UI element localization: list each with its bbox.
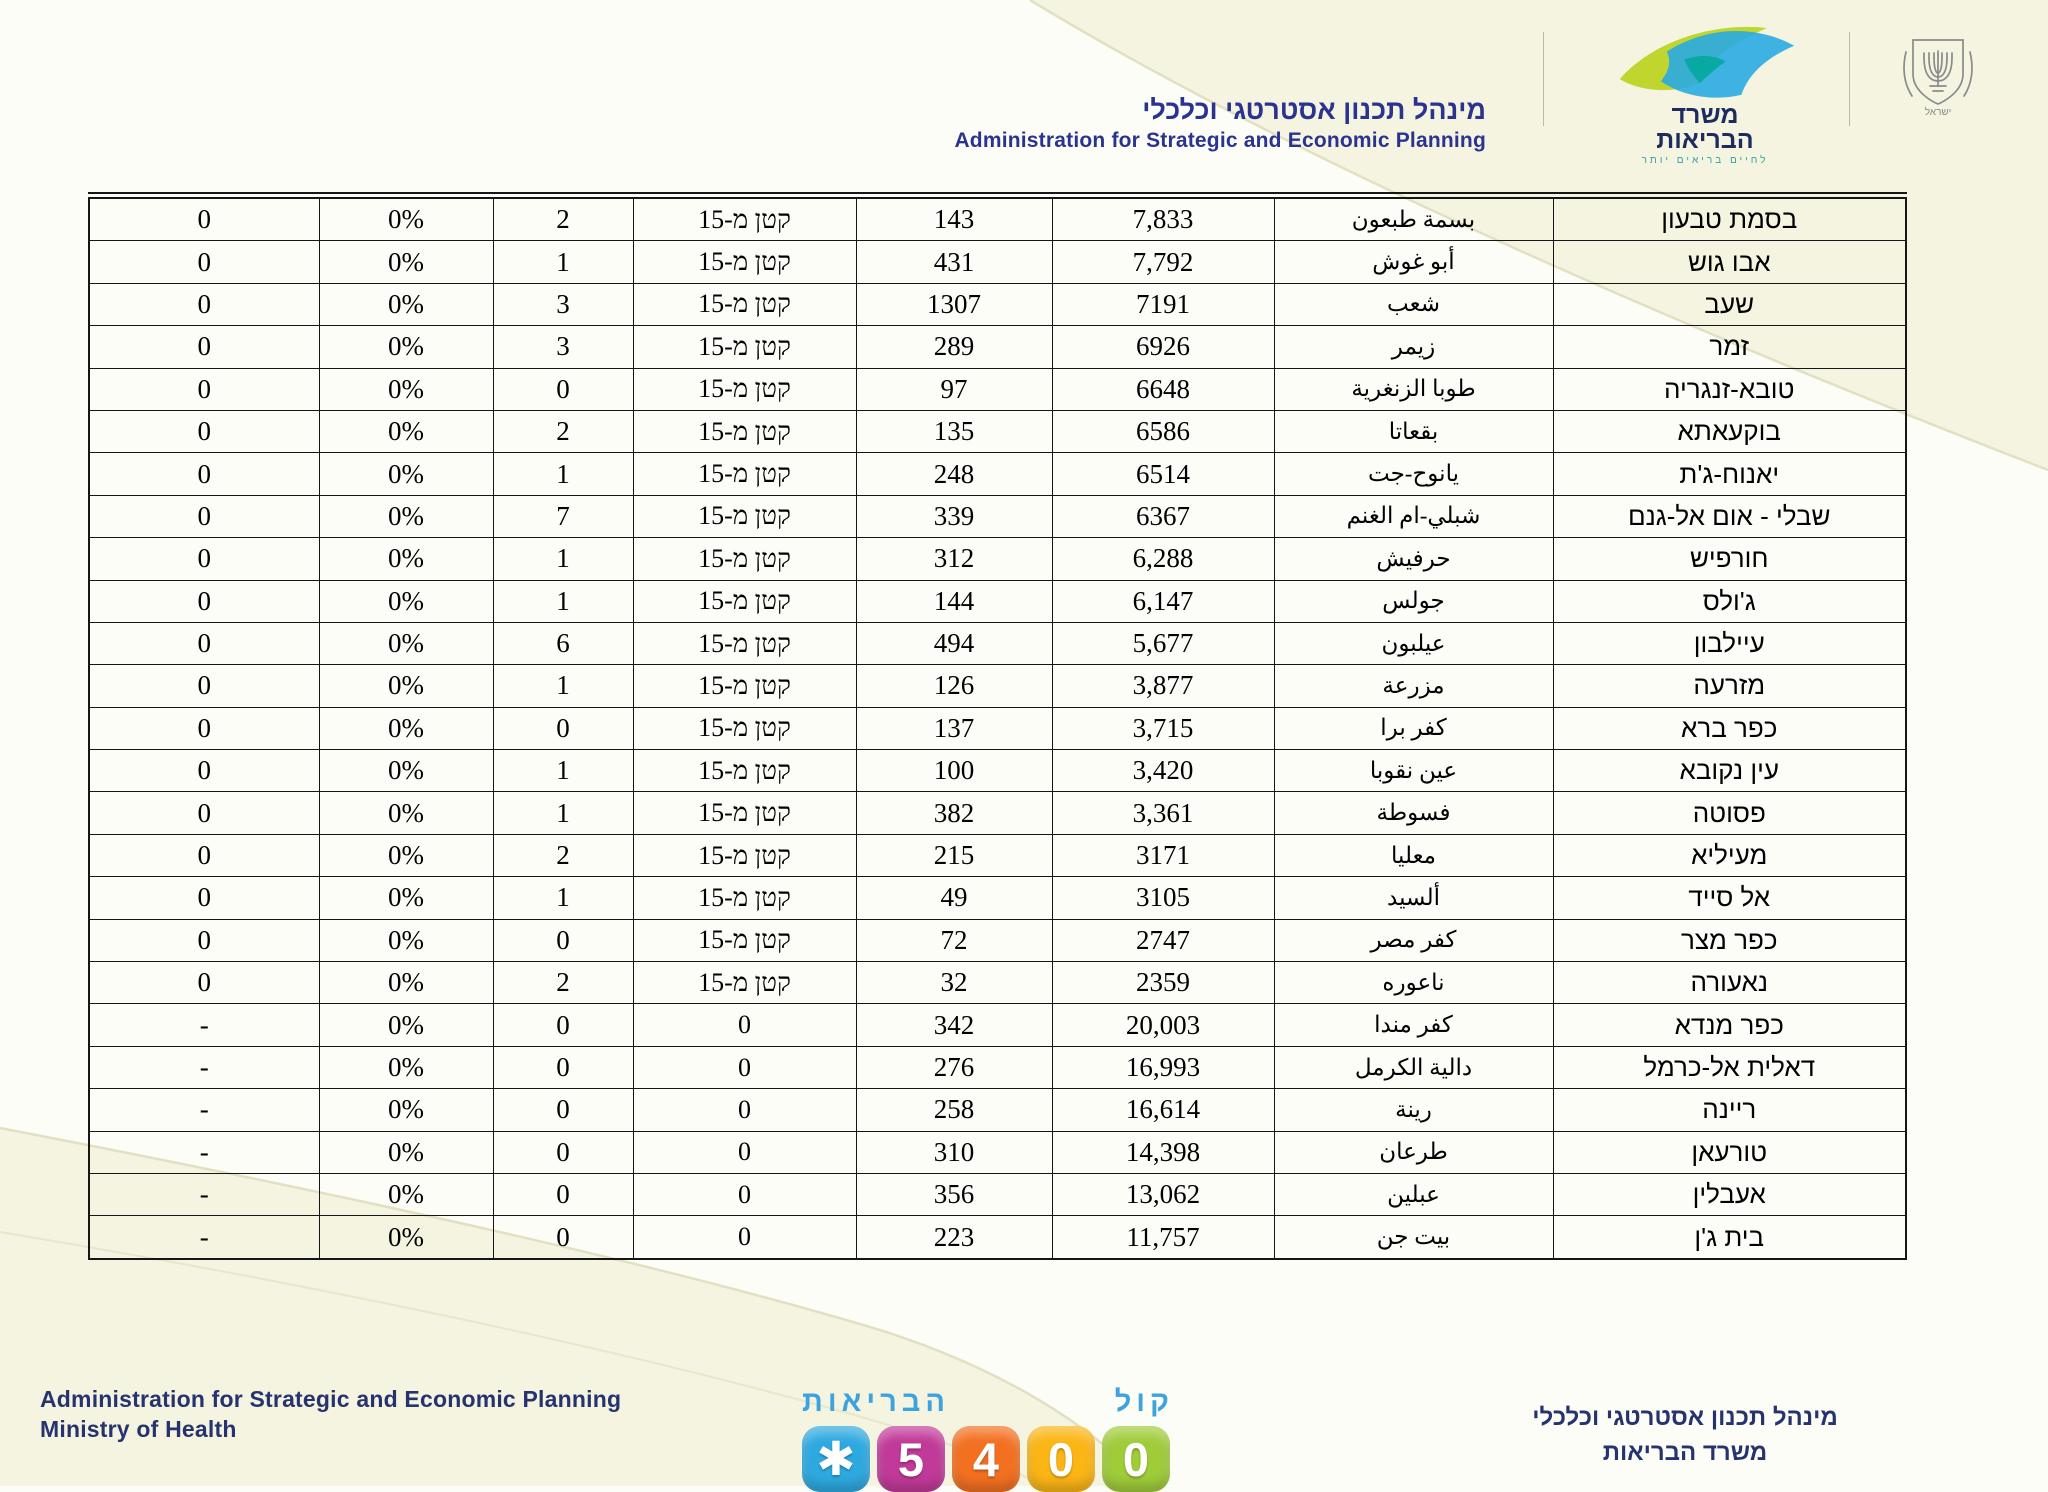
cell-count: 0 bbox=[493, 1131, 633, 1173]
cell-percent: 0% bbox=[319, 1004, 493, 1046]
cell-percent: 0% bbox=[319, 326, 493, 368]
cell-sample-number: 144 bbox=[856, 580, 1052, 622]
cell-count: 0 bbox=[493, 368, 633, 410]
cell-locality-hebrew: כפר מנדא bbox=[1553, 1004, 1906, 1046]
cell-locality-arabic: طوبا الزنغرية bbox=[1274, 368, 1553, 410]
hotline-digit: 0 bbox=[1102, 1426, 1170, 1492]
cell-locality-hebrew: פסוטה bbox=[1553, 792, 1906, 834]
cell-population: 6,147 bbox=[1052, 580, 1274, 622]
cell-sample-number: 342 bbox=[856, 1004, 1052, 1046]
cell-size-category: קטן מ-15 bbox=[633, 877, 856, 919]
cell-population: 6648 bbox=[1052, 368, 1274, 410]
cell-locality-hebrew: עין נקובא bbox=[1553, 750, 1906, 792]
cell-locality-arabic: بيت جن bbox=[1274, 1216, 1553, 1259]
cell-dash-or-zero: - bbox=[89, 1004, 319, 1046]
cell-size-category: 0 bbox=[633, 1131, 856, 1173]
header-department-english: Administration for Strategic and Economic Planning bbox=[954, 128, 1486, 152]
cell-locality-hebrew: בוקעאתא bbox=[1553, 410, 1906, 452]
cell-population: 7,792 bbox=[1052, 241, 1274, 283]
cell-dash-or-zero: - bbox=[89, 1173, 319, 1215]
cell-count: 3 bbox=[493, 326, 633, 368]
cell-sample-number: 126 bbox=[856, 665, 1052, 707]
cell-locality-hebrew: בסמת טבעון bbox=[1553, 198, 1906, 241]
cell-dash-or-zero: 0 bbox=[89, 453, 319, 495]
table-row bbox=[89, 792, 1906, 834]
cell-sample-number: 248 bbox=[856, 453, 1052, 495]
cell-locality-arabic: مزرعة bbox=[1274, 665, 1553, 707]
cell-population: 2747 bbox=[1052, 919, 1274, 961]
cell-percent: 0% bbox=[319, 877, 493, 919]
cell-locality-arabic: ناعوره bbox=[1274, 962, 1553, 1004]
cell-locality-arabic: عيلبون bbox=[1274, 622, 1553, 664]
cell-locality-hebrew: ריינה bbox=[1553, 1089, 1906, 1131]
cell-percent: 0% bbox=[319, 538, 493, 580]
cell-dash-or-zero: 0 bbox=[89, 538, 319, 580]
cell-count: 1 bbox=[493, 538, 633, 580]
cell-locality-arabic: بقعاتا bbox=[1274, 410, 1553, 452]
cell-sample-number: 494 bbox=[856, 622, 1052, 664]
cell-dash-or-zero: 0 bbox=[89, 283, 319, 325]
cell-percent: 0% bbox=[319, 1216, 493, 1259]
cell-locality-hebrew: אעבלין bbox=[1553, 1173, 1906, 1215]
footer-left-line2: Ministry of Health bbox=[40, 1416, 237, 1442]
moh-logo-tagline: לחיים בריאים יותר bbox=[1641, 155, 1769, 166]
moh-logo-line1: משרד bbox=[1671, 101, 1739, 129]
cell-count: 1 bbox=[493, 241, 633, 283]
cell-percent: 0% bbox=[319, 495, 493, 537]
cell-sample-number: 382 bbox=[856, 792, 1052, 834]
cell-percent: 0% bbox=[319, 410, 493, 452]
cell-sample-number: 356 bbox=[856, 1173, 1052, 1215]
table-row bbox=[89, 665, 1906, 707]
cell-dash-or-zero: - bbox=[89, 1216, 319, 1259]
table-row bbox=[89, 580, 1906, 622]
kol-habriut-title bbox=[802, 1386, 1174, 1419]
cell-dash-or-zero: 0 bbox=[89, 622, 319, 664]
cell-population: 5,677 bbox=[1052, 622, 1274, 664]
hotline-digit: 5 bbox=[877, 1426, 945, 1492]
table-row bbox=[89, 1173, 1906, 1215]
cell-dash-or-zero: 0 bbox=[89, 410, 319, 452]
table-row bbox=[89, 622, 1906, 664]
cell-locality-arabic: ألسيد bbox=[1274, 877, 1553, 919]
cell-percent: 0% bbox=[319, 665, 493, 707]
table-row bbox=[89, 241, 1906, 283]
cell-locality-hebrew: בית ג'ן bbox=[1553, 1216, 1906, 1259]
cell-locality-arabic: بسمة طبعون bbox=[1274, 198, 1553, 241]
table-row bbox=[89, 877, 1906, 919]
cell-locality-arabic: شبلي-ام الغنم bbox=[1274, 495, 1553, 537]
cell-population: 3,361 bbox=[1052, 792, 1274, 834]
cell-locality-arabic: كفر برا bbox=[1274, 707, 1553, 749]
cell-size-category: קטן מ-15 bbox=[633, 495, 856, 537]
cell-percent: 0% bbox=[319, 453, 493, 495]
cell-count: 3 bbox=[493, 283, 633, 325]
cell-size-category: קטן מ-15 bbox=[633, 326, 856, 368]
cell-count: 2 bbox=[493, 198, 633, 241]
cell-population: 11,757 bbox=[1052, 1216, 1274, 1259]
cell-locality-arabic: دالية الكرمل bbox=[1274, 1046, 1553, 1088]
cell-size-category: 0 bbox=[633, 1004, 856, 1046]
kol-habriut-title-word: הבריאות bbox=[802, 1386, 950, 1418]
cell-size-category: קטן מ-15 bbox=[633, 198, 856, 241]
cell-locality-hebrew: זמר bbox=[1553, 326, 1906, 368]
cell-dash-or-zero: - bbox=[89, 1046, 319, 1088]
cell-size-category: 0 bbox=[633, 1089, 856, 1131]
cell-locality-hebrew: אל סייד bbox=[1553, 877, 1906, 919]
cell-count: 0 bbox=[493, 707, 633, 749]
cell-percent: 0% bbox=[319, 962, 493, 1004]
table-row bbox=[89, 283, 1906, 325]
cell-sample-number: 339 bbox=[856, 495, 1052, 537]
cell-dash-or-zero: 0 bbox=[89, 750, 319, 792]
table-row bbox=[89, 919, 1906, 961]
hotline-digit: 4 bbox=[952, 1426, 1020, 1492]
cell-locality-hebrew: שעב bbox=[1553, 283, 1906, 325]
cell-locality-arabic: رينة bbox=[1274, 1089, 1553, 1131]
cell-count: 0 bbox=[493, 1046, 633, 1088]
cell-locality-hebrew: כפר ברא bbox=[1553, 707, 1906, 749]
cell-population: 2359 bbox=[1052, 962, 1274, 1004]
cell-count: 1 bbox=[493, 580, 633, 622]
cell-locality-hebrew: טובא-זנגריה bbox=[1553, 368, 1906, 410]
footer-right-line2: משרד הבריאות bbox=[1602, 1439, 1768, 1466]
emblem-label: ישראל bbox=[1924, 107, 1952, 118]
hotline-digits bbox=[802, 1426, 1174, 1492]
cell-population: 3171 bbox=[1052, 834, 1274, 876]
cell-locality-hebrew: דאלית אל-כרמל bbox=[1553, 1046, 1906, 1088]
header-department-title bbox=[954, 96, 1486, 152]
cell-size-category: קטן מ-15 bbox=[633, 410, 856, 452]
table-row bbox=[89, 368, 1906, 410]
cell-locality-hebrew: שבלי - אום אל-גנם bbox=[1553, 495, 1906, 537]
cell-size-category: 0 bbox=[633, 1216, 856, 1259]
cell-dash-or-zero: 0 bbox=[89, 580, 319, 622]
cell-locality-hebrew: נאעורה bbox=[1553, 962, 1906, 1004]
cell-locality-hebrew: ג'ולס bbox=[1553, 580, 1906, 622]
cell-size-category: קטן מ-15 bbox=[633, 919, 856, 961]
cell-sample-number: 310 bbox=[856, 1131, 1052, 1173]
cell-population: 7,833 bbox=[1052, 198, 1274, 241]
cell-dash-or-zero: 0 bbox=[89, 241, 319, 283]
cell-locality-arabic: أبو غوش bbox=[1274, 241, 1553, 283]
cell-population: 3,877 bbox=[1052, 665, 1274, 707]
localities-table bbox=[88, 192, 1907, 1260]
cell-size-category: 0 bbox=[633, 1173, 856, 1215]
cell-sample-number: 289 bbox=[856, 326, 1052, 368]
cell-count: 0 bbox=[493, 1216, 633, 1259]
cell-locality-arabic: عين نقوبا bbox=[1274, 750, 1553, 792]
cell-count: 1 bbox=[493, 665, 633, 707]
cell-percent: 0% bbox=[319, 1173, 493, 1215]
cell-sample-number: 137 bbox=[856, 707, 1052, 749]
cell-population: 3105 bbox=[1052, 877, 1274, 919]
moh-logo-line2: הבריאות bbox=[1656, 126, 1754, 154]
cell-locality-arabic: معليا bbox=[1274, 834, 1553, 876]
cell-percent: 0% bbox=[319, 580, 493, 622]
footer-right-line1: מינהל תכנון אסטרטגי וכלכלי bbox=[1532, 1404, 1838, 1431]
cell-sample-number: 215 bbox=[856, 834, 1052, 876]
table-row bbox=[89, 538, 1906, 580]
localities-table-body bbox=[89, 198, 1906, 1259]
ministry-of-health-logo bbox=[1598, 18, 1812, 166]
cell-population: 6,288 bbox=[1052, 538, 1274, 580]
cell-population: 6926 bbox=[1052, 326, 1274, 368]
table-row bbox=[89, 1089, 1906, 1131]
cell-percent: 0% bbox=[319, 792, 493, 834]
hotline-digit: ✱ bbox=[802, 1426, 870, 1492]
cell-size-category: קטן מ-15 bbox=[633, 453, 856, 495]
cell-population: 6367 bbox=[1052, 495, 1274, 537]
cell-dash-or-zero: 0 bbox=[89, 665, 319, 707]
cell-sample-number: 135 bbox=[856, 410, 1052, 452]
table-row bbox=[89, 962, 1906, 1004]
cell-count: 0 bbox=[493, 1089, 633, 1131]
cell-sample-number: 72 bbox=[856, 919, 1052, 961]
moh-star-icon bbox=[1602, 18, 1808, 102]
cell-locality-hebrew: כפר מצר bbox=[1553, 919, 1906, 961]
cell-size-category: קטן מ-15 bbox=[633, 580, 856, 622]
cell-population: 3,715 bbox=[1052, 707, 1274, 749]
cell-sample-number: 49 bbox=[856, 877, 1052, 919]
cell-dash-or-zero: - bbox=[89, 1131, 319, 1173]
cell-size-category: קטן מ-15 bbox=[633, 962, 856, 1004]
cell-percent: 0% bbox=[319, 283, 493, 325]
table-row bbox=[89, 1046, 1906, 1088]
cell-percent: 0% bbox=[319, 622, 493, 664]
table-row bbox=[89, 326, 1906, 368]
cell-locality-arabic: حرفيش bbox=[1274, 538, 1553, 580]
cell-count: 1 bbox=[493, 750, 633, 792]
cell-count: 1 bbox=[493, 792, 633, 834]
cell-locality-arabic: كفر مندا bbox=[1274, 1004, 1553, 1046]
table-row bbox=[89, 410, 1906, 452]
cell-sample-number: 97 bbox=[856, 368, 1052, 410]
cell-sample-number: 143 bbox=[856, 198, 1052, 241]
cell-dash-or-zero: 0 bbox=[89, 707, 319, 749]
cell-dash-or-zero: 0 bbox=[89, 877, 319, 919]
menorah-emblem-icon bbox=[1892, 34, 1984, 118]
cell-population: 7191 bbox=[1052, 283, 1274, 325]
israel-state-emblem bbox=[1892, 34, 1984, 123]
cell-locality-hebrew: אבו גוש bbox=[1553, 241, 1906, 283]
cell-population: 3,420 bbox=[1052, 750, 1274, 792]
table-row bbox=[89, 1004, 1906, 1046]
cell-population: 6586 bbox=[1052, 410, 1274, 452]
cell-size-category: 0 bbox=[633, 1046, 856, 1088]
cell-size-category: קטן מ-15 bbox=[633, 622, 856, 664]
cell-locality-hebrew: עיילבון bbox=[1553, 622, 1906, 664]
cell-size-category: קטן מ-15 bbox=[633, 538, 856, 580]
cell-population: 16,614 bbox=[1052, 1089, 1274, 1131]
cell-dash-or-zero: 0 bbox=[89, 368, 319, 410]
cell-dash-or-zero: 0 bbox=[89, 495, 319, 537]
cell-percent: 0% bbox=[319, 707, 493, 749]
cell-sample-number: 100 bbox=[856, 750, 1052, 792]
cell-count: 0 bbox=[493, 919, 633, 961]
cell-size-category: קטן מ-15 bbox=[633, 792, 856, 834]
table-row bbox=[89, 495, 1906, 537]
cell-sample-number: 258 bbox=[856, 1089, 1052, 1131]
table-row bbox=[89, 453, 1906, 495]
cell-locality-hebrew: מזרעה bbox=[1553, 665, 1906, 707]
cell-count: 7 bbox=[493, 495, 633, 537]
cell-locality-hebrew: מעיליא bbox=[1553, 834, 1906, 876]
cell-sample-number: 431 bbox=[856, 241, 1052, 283]
header-divider-right bbox=[1849, 32, 1850, 126]
cell-percent: 0% bbox=[319, 1089, 493, 1131]
cell-dash-or-zero: 0 bbox=[89, 834, 319, 876]
kol-habriut-hotline-logo bbox=[802, 1386, 1174, 1492]
cell-count: 1 bbox=[493, 877, 633, 919]
cell-percent: 0% bbox=[319, 919, 493, 961]
cell-locality-arabic: زيمر bbox=[1274, 326, 1553, 368]
cell-size-category: קטן מ-15 bbox=[633, 241, 856, 283]
cell-locality-arabic: عبلين bbox=[1274, 1173, 1553, 1215]
cell-sample-number: 276 bbox=[856, 1046, 1052, 1088]
cell-locality-arabic: فسوطة bbox=[1274, 792, 1553, 834]
cell-dash-or-zero: 0 bbox=[89, 326, 319, 368]
header-divider-left bbox=[1543, 32, 1544, 126]
footer-left-block bbox=[40, 1384, 621, 1444]
cell-percent: 0% bbox=[319, 1046, 493, 1088]
table-row bbox=[89, 834, 1906, 876]
cell-percent: 0% bbox=[319, 1131, 493, 1173]
cell-sample-number: 223 bbox=[856, 1216, 1052, 1259]
moh-logo-text bbox=[1598, 103, 1812, 153]
cell-population: 14,398 bbox=[1052, 1131, 1274, 1173]
cell-dash-or-zero: 0 bbox=[89, 198, 319, 241]
cell-size-category: קטן מ-15 bbox=[633, 665, 856, 707]
cell-sample-number: 312 bbox=[856, 538, 1052, 580]
cell-locality-arabic: يانوح-جت bbox=[1274, 453, 1553, 495]
cell-count: 0 bbox=[493, 1173, 633, 1215]
cell-population: 6514 bbox=[1052, 453, 1274, 495]
cell-size-category: קטן מ-15 bbox=[633, 368, 856, 410]
cell-count: 2 bbox=[493, 834, 633, 876]
cell-dash-or-zero: 0 bbox=[89, 962, 319, 1004]
cell-count: 6 bbox=[493, 622, 633, 664]
header-department-hebrew: מינהל תכנון אסטרטגי וכלכלי bbox=[1142, 95, 1486, 125]
cell-population: 13,062 bbox=[1052, 1173, 1274, 1215]
cell-dash-or-zero: 0 bbox=[89, 919, 319, 961]
cell-percent: 0% bbox=[319, 368, 493, 410]
table-row bbox=[89, 707, 1906, 749]
cell-sample-number: 32 bbox=[856, 962, 1052, 1004]
cell-locality-hebrew: טורעאן bbox=[1553, 1131, 1906, 1173]
cell-dash-or-zero: 0 bbox=[89, 792, 319, 834]
cell-count: 2 bbox=[493, 962, 633, 1004]
table-row bbox=[89, 198, 1906, 241]
cell-locality-arabic: كفر مصر bbox=[1274, 919, 1553, 961]
kol-habriut-title-word: קול bbox=[1114, 1386, 1174, 1418]
table-row bbox=[89, 1131, 1906, 1173]
cell-population: 20,003 bbox=[1052, 1004, 1274, 1046]
hotline-digit: 0 bbox=[1027, 1426, 1095, 1492]
footer-left-line1: Administration for Strategic and Economic Planning bbox=[40, 1386, 622, 1412]
cell-locality-hebrew: יאנוח-ג'ת bbox=[1553, 453, 1906, 495]
cell-percent: 0% bbox=[319, 834, 493, 876]
footer-right-block bbox=[1455, 1400, 1915, 1470]
table-row bbox=[89, 1216, 1906, 1259]
cell-size-category: קטן מ-15 bbox=[633, 750, 856, 792]
cell-percent: 0% bbox=[319, 198, 493, 241]
cell-count: 2 bbox=[493, 410, 633, 452]
cell-count: 1 bbox=[493, 453, 633, 495]
cell-locality-arabic: شعب bbox=[1274, 283, 1553, 325]
cell-size-category: קטן מ-15 bbox=[633, 707, 856, 749]
cell-percent: 0% bbox=[319, 241, 493, 283]
cell-size-category: קטן מ-15 bbox=[633, 283, 856, 325]
cell-population: 16,993 bbox=[1052, 1046, 1274, 1088]
cell-locality-arabic: طرعان bbox=[1274, 1131, 1553, 1173]
cell-sample-number: 1307 bbox=[856, 283, 1052, 325]
cell-size-category: קטן מ-15 bbox=[633, 834, 856, 876]
cell-count: 0 bbox=[493, 1004, 633, 1046]
cell-percent: 0% bbox=[319, 750, 493, 792]
cell-locality-arabic: جولس bbox=[1274, 580, 1553, 622]
cell-locality-hebrew: חורפיש bbox=[1553, 538, 1906, 580]
table-row bbox=[89, 750, 1906, 792]
cell-dash-or-zero: - bbox=[89, 1089, 319, 1131]
